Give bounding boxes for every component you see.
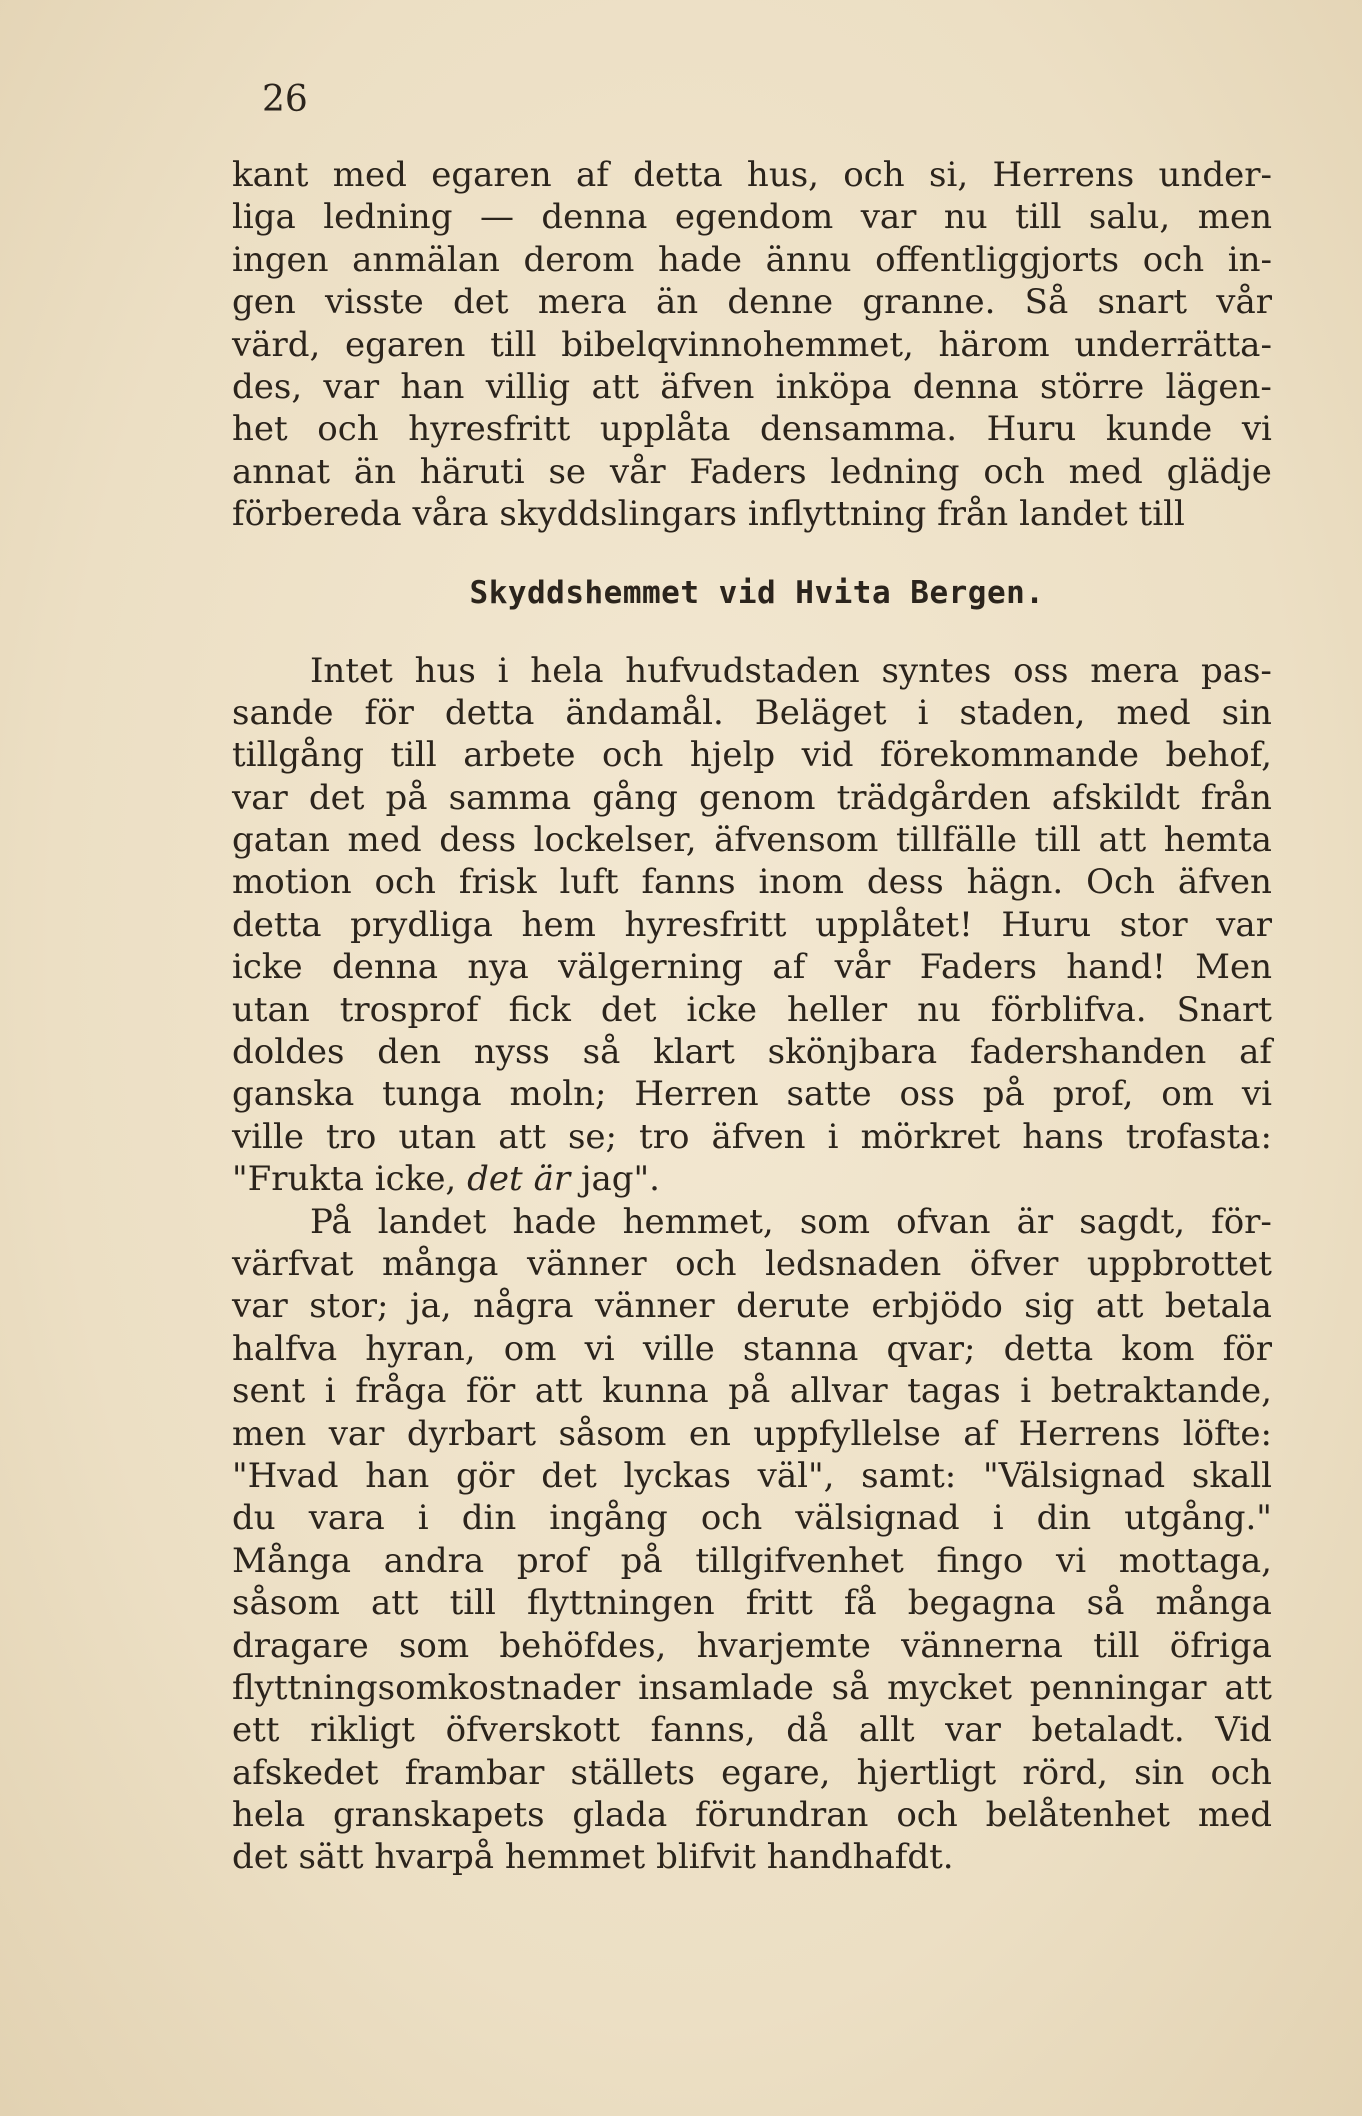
text-line: var det på samma gång genom trädgården afskildt från bbox=[232, 777, 1272, 818]
text-line: sande för detta ändamål. Beläget i staden, med sin bbox=[232, 692, 1272, 733]
text-line: motion och frisk luft fanns inom dess hägn. Och äfven bbox=[232, 862, 1272, 903]
text-line: såsom att till flyttningen fritt få begagna så många bbox=[232, 1583, 1272, 1624]
text-line: annat än häruti se vår Faders ledning och med glädje bbox=[232, 451, 1272, 492]
text-line: Intet hus i hela hufvudstaden syntes oss mera pas- bbox=[310, 650, 1272, 691]
text-line: detta prydliga hem hyresfritt upplåtet! Huru stor var bbox=[232, 904, 1272, 945]
text-line: liga ledning — denna egendom var nu till salu, men bbox=[232, 197, 1272, 238]
text-line: ville tro utan att se; tro äfven i mörkret hans trofasta: bbox=[232, 1116, 1272, 1157]
text-line: Många andra prof på tillgifvenhet fingo vi mottaga, bbox=[232, 1540, 1272, 1581]
text-line: tillgång till arbete och hjelp vid förekommande behof, bbox=[232, 735, 1272, 776]
text-line: ingen anmälan derom hade ännu offentliggjorts och in- bbox=[232, 239, 1272, 280]
text-line: du vara i din ingång och välsignad i din utgång." bbox=[232, 1498, 1272, 1539]
text-line: värfvat många vänner och ledsnaden öfver uppbrottet bbox=[232, 1243, 1272, 1284]
text-line: utan trosprof fick det icke heller nu förblifva. Snart bbox=[232, 989, 1272, 1030]
text-line: På landet hade hemmet, som ofvan är sagdt, för- bbox=[310, 1201, 1272, 1242]
text-line: men var dyrbart såsom en uppfyllelse af Herrens löfte: bbox=[232, 1413, 1272, 1454]
text-line: doldes den nyss så klart skönjbara fadershanden af bbox=[232, 1032, 1272, 1073]
text-line: gen visste det mera än denne granne. Så snart vår bbox=[232, 282, 1272, 323]
text-line: "Frukta icke, det är jag". bbox=[232, 1159, 660, 1200]
text-line: ett rikligt öfverskott fanns, då allt var betaladt. Vid bbox=[232, 1710, 1272, 1751]
page-number: 26 bbox=[262, 79, 308, 120]
text-line: halfva hyran, om vi ville stanna qvar; detta kom för bbox=[232, 1328, 1272, 1369]
text-line: sent i fråga för att kunna på allvar tagas i betraktande, bbox=[232, 1371, 1272, 1412]
text-line: hela granskapets glada förundran och belåtenhet med bbox=[232, 1795, 1272, 1836]
section-heading: Skyddshemmet vid Hvita Bergen. bbox=[469, 574, 1045, 611]
text-line: afskedet frambar ställets egare, hjertligt rörd, sin och bbox=[232, 1752, 1272, 1793]
text-line: värd, egaren till bibelqvinnohemmet, härom underrätta- bbox=[232, 324, 1272, 365]
text-line: gatan med dess lockelser, äfvensom tillfälle till att hemta bbox=[232, 820, 1272, 861]
text-line: flyttningsomkostnader insamlade så mycket penningar att bbox=[232, 1667, 1272, 1708]
text-line: het och hyresfritt upplåta densamma. Huru kunde vi bbox=[232, 409, 1272, 450]
text-line: dragare som behöfdes, hvarjemte vännerna till öfriga bbox=[232, 1625, 1272, 1666]
text-line: des, var han villig att äfven inköpa denna större lägen- bbox=[232, 366, 1272, 407]
text-line: kant med egaren af detta hus, och si, Herrens under- bbox=[232, 155, 1272, 195]
text-line: förbereda våra skyddslingars inflyttning från landet till bbox=[232, 494, 1185, 535]
text-line: det sätt hvarpå hemmet blifvit handhafdt. bbox=[232, 1837, 954, 1878]
page-body bbox=[232, 154, 1272, 1879]
text-line: icke denna nya välgerning af vår Faders hand! Men bbox=[232, 947, 1272, 988]
text-line: var stor; ja, några vänner derute erbjödo sig att betala bbox=[232, 1286, 1272, 1327]
text-line: ganska tunga moln; Herren satte oss på prof, om vi bbox=[232, 1074, 1272, 1115]
text-line: "Hvad han gör det lyckas väl", samt: "Välsignad skall bbox=[232, 1455, 1272, 1496]
